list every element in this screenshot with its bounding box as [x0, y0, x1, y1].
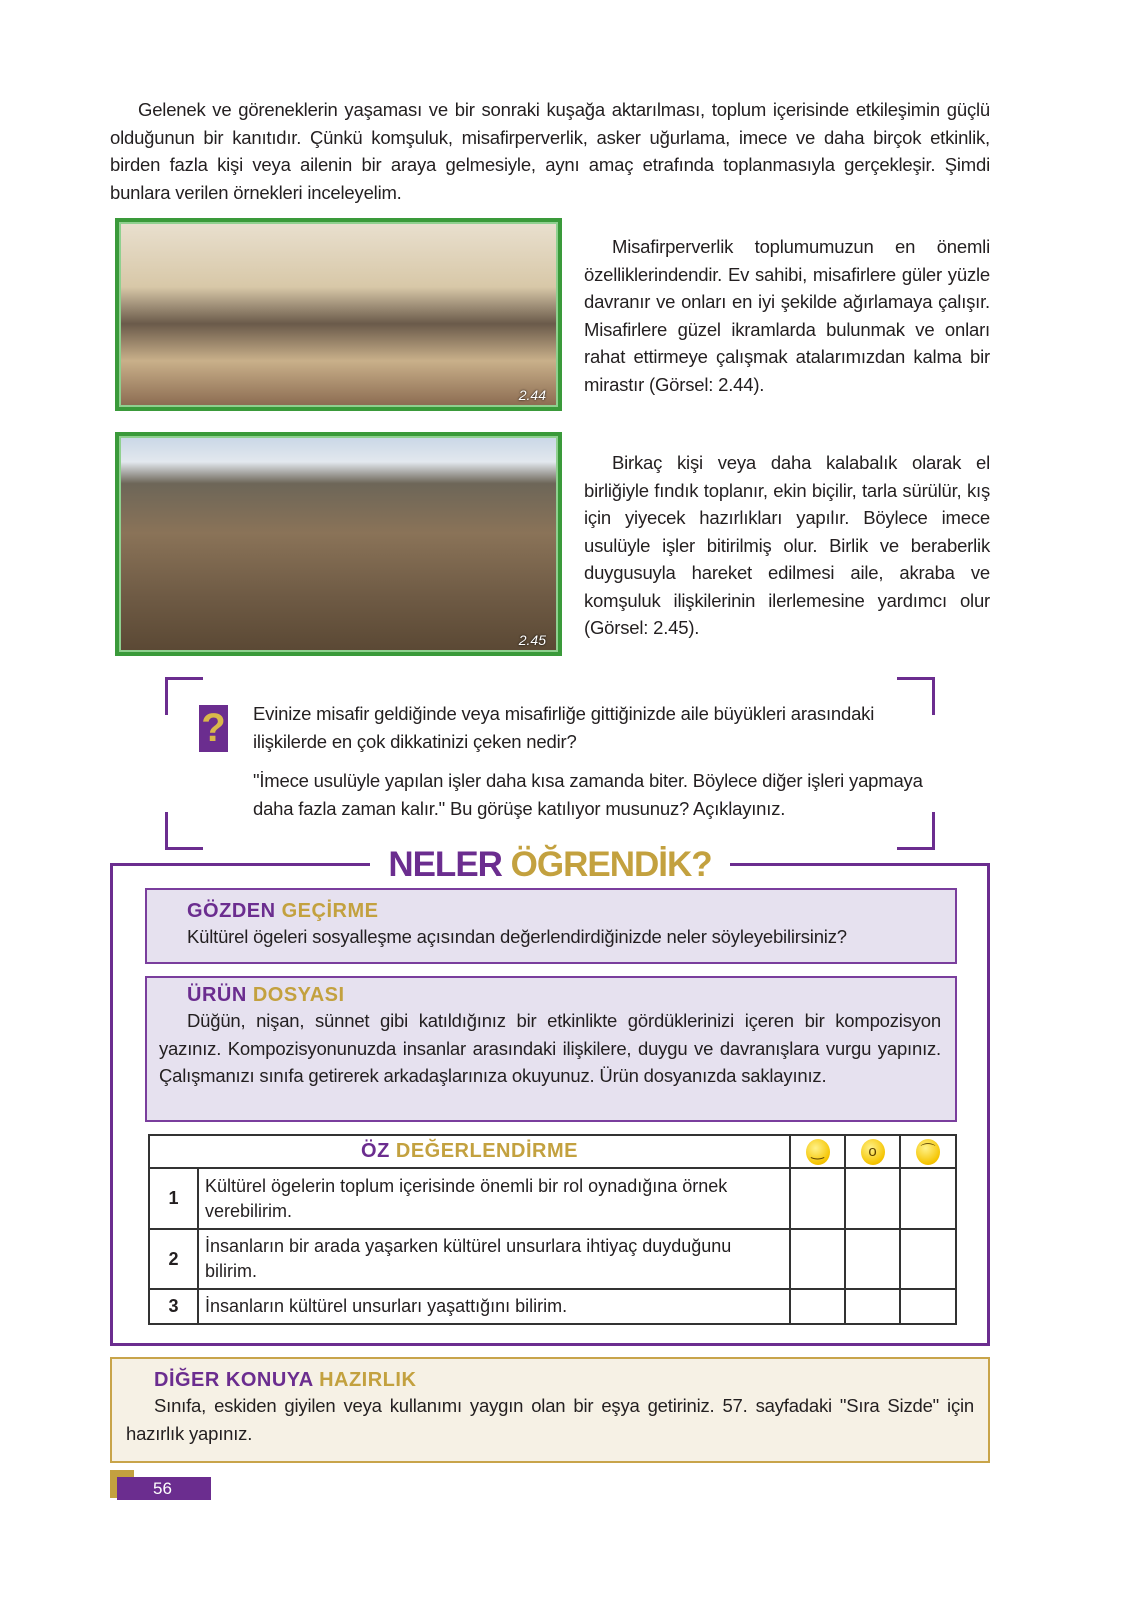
next-topic-text: Sınıfa, eskiden giyilen veya kullanımı yaygın olan bir eşya getiriniz. 57. sayfadaki "Sıra Sizde" için hazırlık yapınız. [126, 1395, 974, 1444]
happy-face-icon: ‿ [806, 1139, 830, 1165]
table-row: 1 Kültürel ögelerin toplum içerisinde önemli bir rol oynadığına örnek verebilirim. [149, 1168, 956, 1229]
question-mark-icon: ? [199, 705, 228, 752]
question-2: "İmece usulüyle yapılan işler daha kısa zamanda biter. Böylece diğer işleri yapmaya daha fazla zaman kalır." Bu görüşe katılıyor musunuz? Açıklayınız. [253, 770, 923, 819]
section-title: NELER ÖĞRENDİK? [370, 845, 730, 885]
photo-imece [115, 432, 562, 656]
table-row: 2 İnsanların bir arada yaşarken kültürel unsurlara ihtiyaç duyduğunu bilirim. [149, 1229, 956, 1289]
rating-cell[interactable] [790, 1229, 845, 1289]
review-box: GÖZDEN GEÇİRME Kültürel ögeleri sosyalleşme açısından değerlendirdiğinizde neler söyleyebilirsiniz? [145, 888, 957, 964]
rating-cell[interactable] [900, 1168, 956, 1229]
next-topic-box: DİĞER KONUYA HAZIRLIK Sınıfa, eskiden giyilen veya kullanımı yaygın olan bir eşya getiriniz. 57. sayfadaki "Sıra Sizde" için hazırlık yapınız. [110, 1357, 990, 1463]
surprised-face-icon: o [861, 1139, 885, 1165]
photo-caption: 2.44 [518, 387, 546, 403]
photo-hospitality [115, 218, 562, 411]
portfolio-text: Düğün, nişan, sünnet gibi katıldığınız bir etkinlikte gördüklerinizi içeren bir kompozisyon yazınız. Kompozisyonunuzda insanlar arasındaki ilişkilere, duygu ve davranışlara vurgu yapınız. Çalışmanızı sınıfa getirerek arkadaşlarınıza okuyunuz. Ürün dosyanızda saklayınız. [159, 1010, 941, 1086]
table-header: ÖZ DEĞERLENDİRME [149, 1135, 790, 1168]
rating-cell[interactable] [900, 1229, 956, 1289]
table-row: 3 İnsanların kültürel unsurları yaşattığını bilirim. [149, 1289, 956, 1324]
rating-cell[interactable] [845, 1289, 900, 1324]
rating-cell[interactable] [790, 1289, 845, 1324]
rating-cell[interactable] [790, 1168, 845, 1229]
question-1: Evinize misafir geldiğinde veya misafirliğe gittiğinizde aile büyükleri arasındaki ilişkilerde en çok dikkatinizi çeken nedir? [253, 703, 875, 752]
bracket [165, 677, 203, 715]
page-number: 56 [117, 1477, 211, 1500]
rating-cell[interactable] [845, 1168, 900, 1229]
intro-paragraph: Gelenek ve göreneklerin yaşaması ve bir sonraki kuşağa aktarılması, toplum içerisinde etkileşimin güçlü olduğunun bir kanıtıdır. Çünkü komşuluk, misafirperverlik, asker uğurlama, imece ve daha birçok etkinlik, birden fazla kişi veya ailenin bir araya gelmesiyle, aynı amaç etrafında toplanmasıyla gerçekleşir. Şimdi bunlara verilen örnekleri inceleyelim. [110, 99, 990, 203]
review-text: Kültürel ögeleri sosyalleşme açısından değerlendirdiğinizde neler söyleyebilirsiniz? [187, 926, 847, 947]
self-assessment-table [148, 1134, 957, 1325]
rating-cell[interactable] [845, 1229, 900, 1289]
sad-face-icon: ⌒ [916, 1139, 940, 1165]
portfolio-box: ÜRÜN DOSYASI Düğün, nişan, sünnet gibi katıldığınız bir etkinlikte gördüklerinizi içeren bir kompozisyon yazınız. Kompozisyonunuzda insanlar arasındaki ilişkilere, duygu ve davranışlara vurgu yapınız. Çalışmanızı sınıfa getirerek arkadaşlarınıza okuyunuz. Ürün dosyanızda saklayınız. [145, 976, 957, 1122]
rating-cell[interactable] [900, 1289, 956, 1324]
photo-caption: 2.45 [518, 632, 546, 648]
imece-paragraph: Birkaç kişi veya daha kalabalık olarak el birliğiyle fındık toplanır, ekin biçilir, tarla sürülür, kış için yiyecek hazırlıkları yapılır. Böylece imece usulüyle işler bitirilmiş olur. Birlik ve beraberlik duygusuyla hareket edilmesi aile, akraba ve komşuluk ilişkilerinin ilerlemesine yardımcı olur (Görsel: 2.45). [584, 452, 990, 638]
hospitality-paragraph: Misafirperverlik toplumumuzun en önemli özelliklerindendir. Ev sahibi, misafirlere güler yüzle davranır ve onları en iyi şekilde ağırlamaya çalışır. Misafirlere güzel ikramlarda bulunmak ve onları rahat ettirmeye çalışmak atalarımızdan kalma bir mirastır (Görsel: 2.44). [584, 236, 990, 395]
bracket [165, 812, 203, 850]
